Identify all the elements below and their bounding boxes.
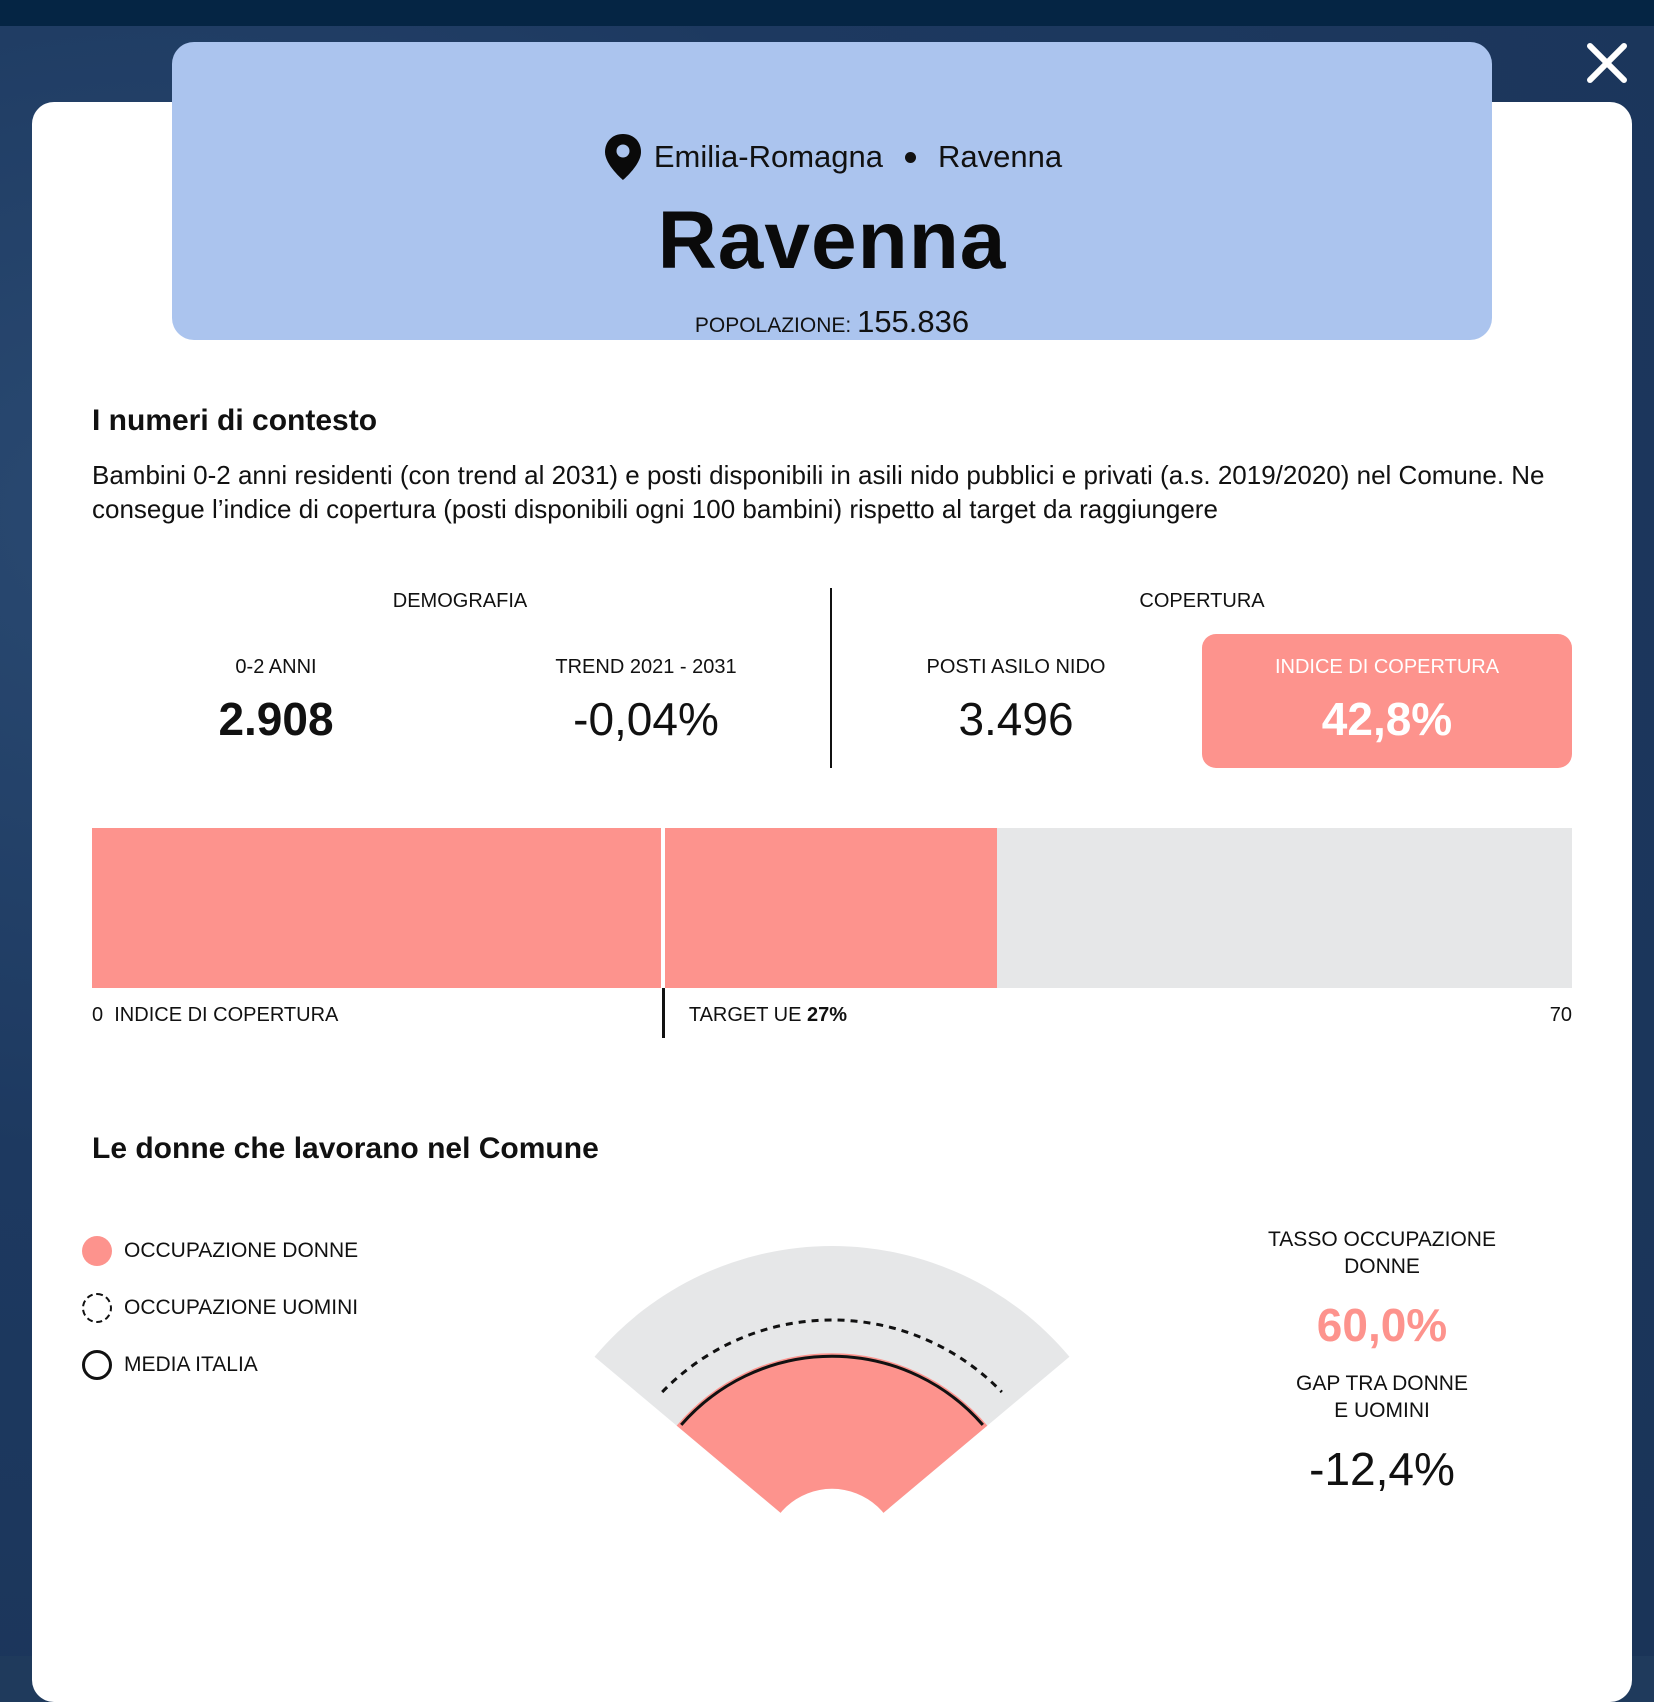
legend-item-donne [82,1236,358,1266]
rate-label-2: DONNE [1344,1255,1420,1278]
header-box [172,42,1492,340]
context-section-title: I numeri di contesto [92,404,378,437]
coverage-bar-target-gap [661,828,665,988]
trend-value: -0,04% [573,693,719,745]
women-stats-panel [1232,1226,1532,1496]
indice-value: 42,8% [1321,693,1453,745]
gap-label-2: E UOMINI [1334,1399,1430,1422]
bar-max-label: 70 [1549,1004,1572,1026]
top-bar [0,0,1654,26]
children-value: 2.908 [218,693,334,745]
legend-item-uomini [82,1293,358,1323]
legend-swatch-donne [82,1236,112,1266]
province-name: Ravenna [938,139,1063,174]
stats-divider [830,588,832,768]
location-breadcrumb [172,132,1492,182]
target-label [689,1004,847,1027]
region-name: Emilia-Romagna [653,139,884,174]
close-icon [1582,38,1632,88]
location-pin-icon [602,132,644,182]
coverage-bar [92,828,1572,988]
population-label: POPOLAZIONE: [694,314,852,337]
legend-swatch-media [82,1350,112,1380]
copertura-label: COPERTURA [1139,590,1265,612]
population-value: 155.836 [857,304,970,339]
context-description: Bambini 0-2 anni residenti (con trend al 2031) e posti disponibili in asili nido pubblici e privati (a.s. 2019/2020) nel Comune. Ne consegue l’indice di copertura (posti disponibili ogni 100 bambini) rispetto al target da raggiungere [92,460,1545,524]
legend-label-media: MEDIA ITALIA [124,1353,258,1376]
population [172,304,1492,340]
rate-value: 60,0% [1316,1299,1448,1351]
target-prefix: TARGET UE [688,1004,802,1026]
breadcrumb-separator [905,152,916,163]
indice-label: INDICE DI COPERTURA [1274,656,1500,678]
bar-min-value: 0 [92,1004,104,1026]
bar-indice-label: INDICE DI COPERTURA [114,1004,339,1026]
city-title: Ravenna [657,195,1007,286]
demografia-label: DEMOGRAFIA [392,590,528,612]
trend-label: TREND 2021 - 2031 [555,656,737,678]
target-marker [662,988,665,1038]
posti-label: POSTI ASILO NIDO [926,656,1106,678]
target-value: 27% [807,1004,848,1026]
legend-item-media [82,1350,258,1380]
children-label: 0-2 ANNI [235,656,317,678]
close-button[interactable] [1582,38,1632,88]
employment-fan-chart [552,1226,1112,1596]
rate-label-1: TASSO OCCUPAZIONE [1268,1228,1496,1251]
gap-label-1: GAP TRA DONNE [1296,1372,1468,1395]
gap-value: -12,4% [1309,1443,1455,1495]
legend-swatch-uomini [82,1293,112,1323]
coverage-bar-fill [92,828,997,988]
legend-label-donne: OCCUPAZIONE DONNE [124,1239,359,1262]
legend-label-uomini: OCCUPAZIONE UOMINI [124,1296,359,1319]
posti-value: 3.496 [958,693,1074,745]
bar-min-label [92,1004,338,1027]
women-section-title: Le donne che lavorano nel Comune [92,1132,599,1165]
